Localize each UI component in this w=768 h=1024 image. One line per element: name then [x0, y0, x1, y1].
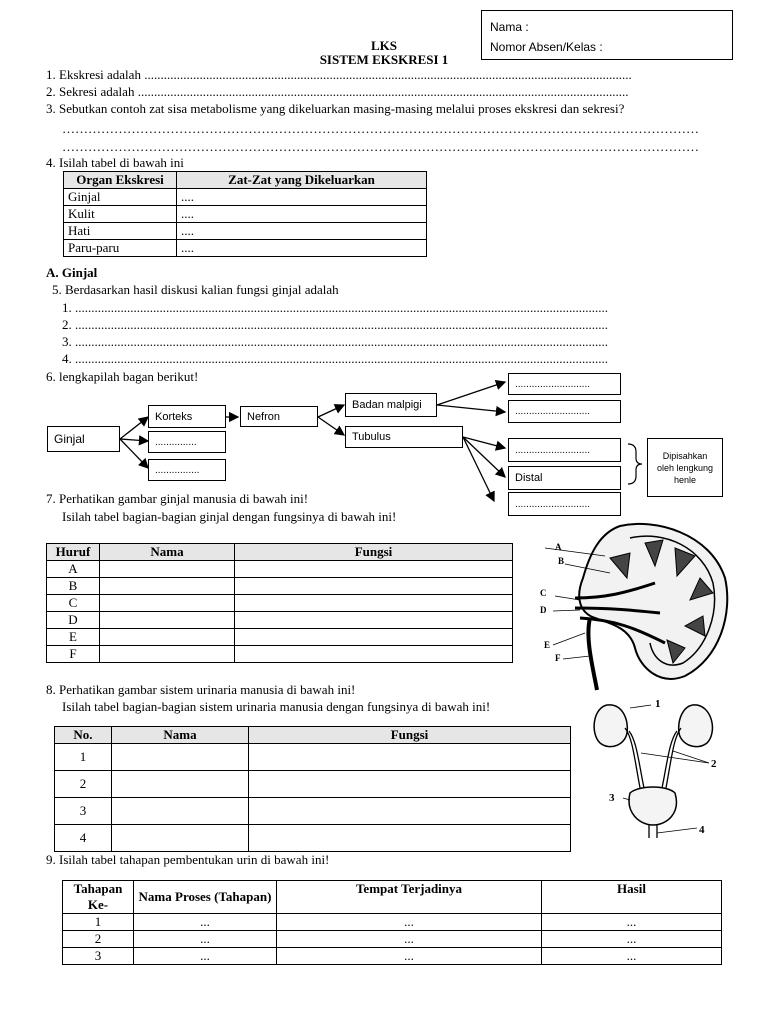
answer-line[interactable]: 3. .................................................................................................................................................................... — [62, 334, 608, 349]
table-row: C — [47, 595, 513, 612]
question-6: 6. lengkapilah bagan berikut! — [46, 369, 199, 384]
table-row: Hati .... — [64, 223, 427, 240]
table-row: B — [47, 578, 513, 595]
kidney-label: C — [540, 588, 547, 598]
answer-line[interactable]: 1. .................................................................................................................................................................... — [62, 300, 608, 315]
table-row: A — [47, 561, 513, 578]
table-row: 1 ... ... ... — [63, 914, 722, 931]
table-row: Kulit .... — [64, 206, 427, 223]
page-subtitle: SISTEM EKSKRESI 1 — [319, 52, 449, 67]
column-header: Fungsi — [235, 544, 513, 561]
diagram-blank[interactable]: ........................... — [508, 438, 621, 462]
urinary-label: 3 — [609, 792, 615, 804]
absen-kelas-field[interactable]: Nomor Absen/Kelas : — [490, 40, 603, 54]
column-header: Nama Proses (Tahapan) — [134, 881, 277, 914]
column-header: Nama — [112, 727, 249, 744]
question-3: 3. Sebutkan contoh zat sisa metabolisme yang dikeluarkan masing-masing melalui proses ekskresi dan sekresi? — [46, 101, 625, 116]
diagram-node-ginjal: Ginjal — [47, 426, 120, 452]
kidney-label: E — [544, 640, 551, 650]
urinary-system-illustration — [585, 693, 735, 843]
question-2: 2. Sekresi adalah ....................................................................................................................................................... — [46, 84, 629, 99]
question-8-instruction: Isilah tabel bagian-bagian sistem urinaria manusia dengan fungsinya di bawah ini! — [62, 699, 491, 714]
table-row: F — [47, 646, 513, 663]
table-row: Ginjal .... — [64, 189, 427, 206]
kidney-label: B — [558, 556, 565, 566]
table-bagian-ginjal — [46, 543, 513, 663]
kidney-label: D — [540, 605, 547, 615]
section-heading: A. Ginjal — [46, 265, 98, 280]
answer-line[interactable]: ………………………………………………………………………………………………………………………………… — [62, 121, 699, 136]
table-row: 2 — [55, 771, 571, 798]
kidney-label: F — [555, 653, 561, 663]
urinary-label: 2 — [711, 758, 717, 770]
urinary-label: 4 — [699, 824, 705, 836]
column-header: Nama — [100, 544, 235, 561]
diagram-node-korteks: Korteks — [148, 405, 226, 428]
answer-line[interactable]: 2. .................................................................................................................................................................... — [62, 317, 608, 332]
answer-line[interactable]: ………………………………………………………………………………………………………………………………… — [62, 139, 699, 154]
column-header: Tahapan Ke- — [63, 881, 134, 914]
question-4: 4. Isilah tabel di bawah ini — [46, 155, 184, 170]
diagram-node-tubulus: Tubulus — [345, 426, 463, 448]
diagram-blank[interactable]: ................ — [148, 459, 226, 481]
column-header: Zat-Zat yang Dikeluarkan — [177, 172, 427, 189]
urinary-label: 1 — [655, 698, 661, 710]
diagram-blank[interactable]: ............... — [148, 431, 226, 453]
table-row: 2 ... ... ... — [63, 931, 722, 948]
diagram-note: Dipisahkan oleh lengkung henle — [647, 438, 723, 497]
column-header: Huruf — [47, 544, 100, 561]
diagram-node-badan-malpigi: Badan malpigi — [345, 393, 437, 417]
column-header: Organ Ekskresi — [64, 172, 177, 189]
table-row: E — [47, 629, 513, 646]
page-title: LKS — [370, 38, 397, 53]
column-header: Tempat Terjadinya — [277, 881, 542, 914]
table-row: D — [47, 612, 513, 629]
question-1: 1. Ekskresi adalah ...................................................................................................................................................... — [46, 67, 632, 82]
diagram-blank[interactable]: ........................... — [508, 400, 621, 423]
question-9: 9. Isilah tabel tahapan pembentukan urin di bawah ini! — [46, 852, 330, 867]
diagram-node-nefron: Nefron — [240, 406, 318, 427]
diagram-node-distal: Distal — [508, 466, 621, 490]
question-7: 7. Perhatikan gambar ginjal manusia di bawah ini! — [46, 491, 309, 506]
table-row: 4 — [55, 825, 571, 852]
table-pembentukan-urin — [62, 880, 722, 965]
kidney-label: A — [555, 542, 562, 552]
nama-field[interactable]: Nama : — [490, 20, 529, 34]
table-sistem-urinaria — [54, 726, 571, 852]
column-header: Fungsi — [249, 727, 571, 744]
table-row: 3 ... ... ... — [63, 948, 722, 965]
column-header: No. — [55, 727, 112, 744]
table-row: Paru-paru .... — [64, 240, 427, 257]
question-8: 8. Perhatikan gambar sistem urinaria manusia di bawah ini! — [46, 682, 356, 697]
kidney-illustration — [535, 518, 735, 693]
table-row: 1 — [55, 744, 571, 771]
table-row: 3 — [55, 798, 571, 825]
answer-line[interactable]: 4. .................................................................................................................................................................... — [62, 351, 608, 366]
diagram-blank[interactable]: ........................... — [508, 373, 621, 395]
column-header: Hasil — [542, 881, 722, 914]
question-7-instruction: Isilah tabel bagian-bagian ginjal dengan fungsinya di bawah ini! — [62, 509, 397, 524]
diagram-blank[interactable]: ........................... — [508, 492, 621, 516]
question-5: 5. Berdasarkan hasil diskusi kalian fungsi ginjal adalah — [52, 282, 339, 297]
